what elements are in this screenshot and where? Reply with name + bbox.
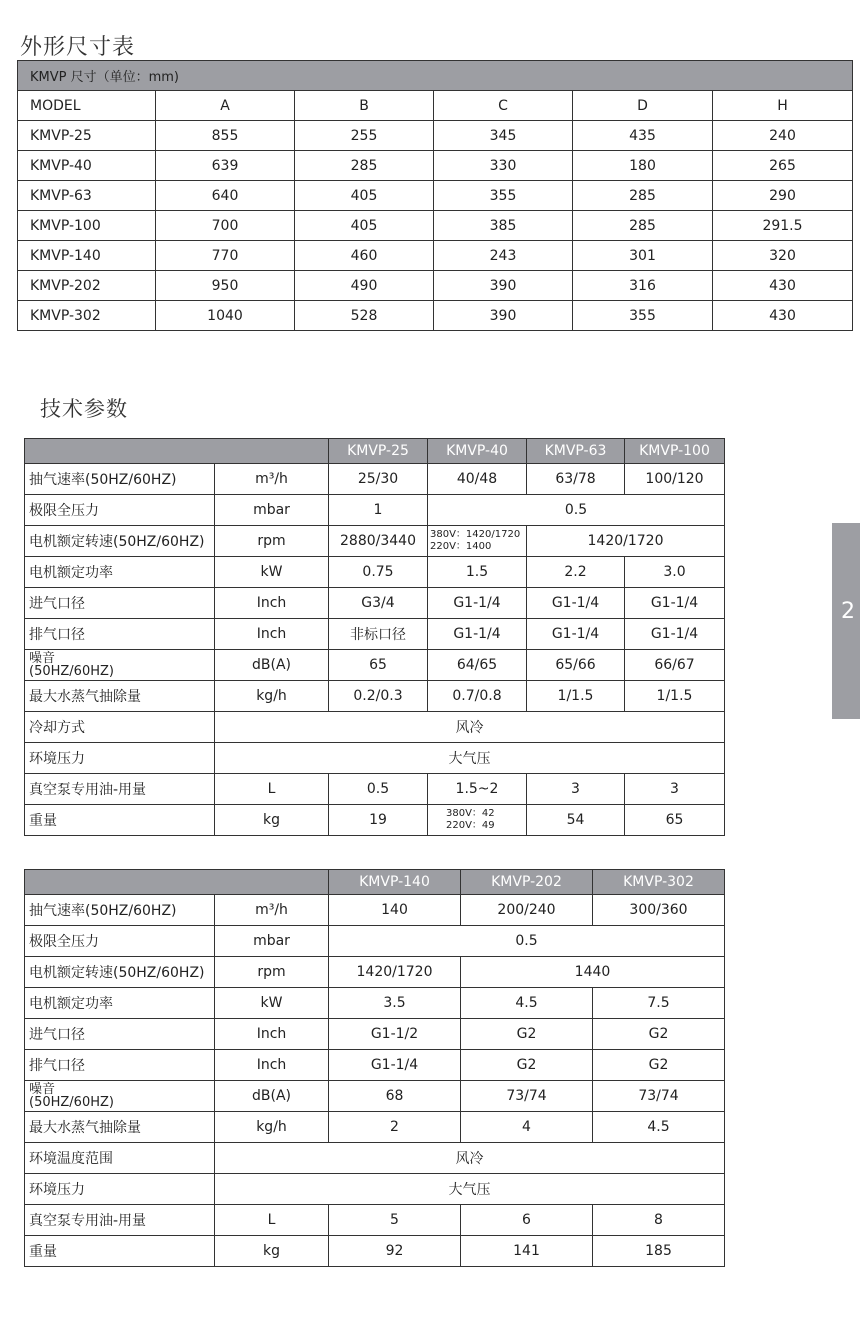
table-row [25, 650, 725, 681]
table-row [25, 1236, 725, 1267]
table-cell: G2 [461, 1019, 593, 1050]
column-header: C [434, 91, 573, 121]
table-cell: 316 [573, 271, 713, 301]
table-cell: 320 [713, 241, 853, 271]
table-cell: KMVP-302 [18, 301, 156, 331]
dimension-table [17, 60, 853, 331]
table-cell: 1.5 [428, 557, 527, 588]
column-header: B [295, 91, 434, 121]
table-cell: 1/1.5 [527, 681, 625, 712]
weight-220v: 220V：49 [446, 820, 495, 831]
table-cell: 1.5~2 [428, 774, 527, 805]
table-cell: 92 [329, 1236, 461, 1267]
table-cell: 66/67 [625, 650, 725, 681]
table-cell: 0.75 [329, 557, 428, 588]
table-cell: 528 [295, 301, 434, 331]
table-cell: 430 [713, 271, 853, 301]
unit-cell: rpm [215, 957, 329, 988]
row-label: 电机额定功率 [25, 557, 215, 588]
table-cell: 291.5 [713, 211, 853, 241]
table-row [25, 895, 725, 926]
table-row [18, 241, 853, 271]
table-cell: 855 [156, 121, 295, 151]
table-cell: 770 [156, 241, 295, 271]
model-header: KMVP-40 [428, 439, 527, 464]
table-cell: 7.5 [593, 988, 725, 1019]
row-label: 极限全压力 [25, 926, 215, 957]
table-cell: G1-1/2 [329, 1019, 461, 1050]
table-cell: 19 [329, 805, 428, 836]
table-cell: 73/74 [593, 1081, 725, 1112]
table-row [25, 1205, 725, 1236]
unit-cell: mbar [215, 926, 329, 957]
noise-label: 噪音 [29, 651, 56, 666]
column-header: MODEL [18, 91, 156, 121]
row-label: 抽气速率(50HZ/60HZ) [25, 895, 215, 926]
table-cell [428, 805, 527, 836]
table-cell: G1-1/4 [625, 619, 725, 650]
table-cell: 5 [329, 1205, 461, 1236]
table-cell: 63/78 [527, 464, 625, 495]
row-label: 真空泵专用油-用量 [25, 1205, 215, 1236]
table-row [25, 681, 725, 712]
table-cell: 430 [713, 301, 853, 331]
table-cell: 2880/3440 [329, 526, 428, 557]
table-header-row [25, 439, 725, 464]
model-header: KMVP-202 [461, 870, 593, 895]
table-cell: KMVP-63 [18, 181, 156, 211]
unit-cell: kg/h [215, 1112, 329, 1143]
table-cell: 6 [461, 1205, 593, 1236]
table-row [25, 1050, 725, 1081]
table-cell: G1-1/4 [625, 588, 725, 619]
table-row [25, 712, 725, 743]
table-cell: 390 [434, 301, 573, 331]
table-cell: 240 [713, 121, 853, 151]
column-header: A [156, 91, 295, 121]
unit-cell: dB(A) [215, 1081, 329, 1112]
model-header: KMVP-302 [593, 870, 725, 895]
unit-cell: m³/h [215, 464, 329, 495]
row-label: 环境温度范围 [25, 1143, 215, 1174]
unit-cell: kW [215, 988, 329, 1019]
table-cell: 405 [295, 211, 434, 241]
table-cell: G1-1/4 [428, 619, 527, 650]
table-cell: 950 [156, 271, 295, 301]
table-cell: 355 [434, 181, 573, 211]
table-cell: 640 [156, 181, 295, 211]
model-header: KMVP-100 [625, 439, 725, 464]
page-number: 2 [841, 599, 855, 624]
table-row [18, 151, 853, 181]
table-cell: 405 [295, 181, 434, 211]
table-cell: 68 [329, 1081, 461, 1112]
table-cell: KMVP-40 [18, 151, 156, 181]
table-cell [428, 526, 527, 557]
table-cell: 65/66 [527, 650, 625, 681]
column-header: D [573, 91, 713, 121]
table-cell: G1-1/4 [527, 588, 625, 619]
unit-cell: kW [215, 557, 329, 588]
row-label: 排气口径 [25, 619, 215, 650]
model-header: KMVP-140 [329, 870, 461, 895]
table-cell: 40/48 [428, 464, 527, 495]
table-cell: 301 [573, 241, 713, 271]
unit-cell: m³/h [215, 895, 329, 926]
table-row [25, 1019, 725, 1050]
table-cell: 0.2/0.3 [329, 681, 428, 712]
weight-380v: 380V：42 [446, 808, 495, 819]
model-header: KMVP-63 [527, 439, 625, 464]
table-cell: 2 [329, 1112, 461, 1143]
table-cell: 300/360 [593, 895, 725, 926]
table-cell: 0.7/0.8 [428, 681, 527, 712]
table-row [25, 1143, 725, 1174]
table-cell: G2 [593, 1019, 725, 1050]
table-cell: 2.2 [527, 557, 625, 588]
row-label [25, 650, 215, 681]
header-blank-cell [25, 870, 329, 895]
dimension-table-title: 外形尺寸表 [20, 35, 136, 60]
table-row [25, 1081, 725, 1112]
table-cell: 1/1.5 [625, 681, 725, 712]
table-cell: 8 [593, 1205, 725, 1236]
row-label: 最大水蒸气抽除量 [25, 681, 215, 712]
unit-cell: Inch [215, 1050, 329, 1081]
table-cell: 1 [329, 495, 428, 526]
table-row [25, 805, 725, 836]
tech-params-title: 技术参数 [40, 397, 128, 421]
table-cell: 大气压 [215, 1174, 725, 1205]
row-label: 重量 [25, 805, 215, 836]
table-cell: 1420/1720 [527, 526, 725, 557]
table-cell: 180 [573, 151, 713, 181]
table-row [25, 1174, 725, 1205]
table-cell: 1420/1720 [329, 957, 461, 988]
model-header: KMVP-25 [329, 439, 428, 464]
table-cell: 0.5 [329, 926, 725, 957]
rpm-380v: 380V：1420/1720 [430, 529, 521, 540]
table-cell: 355 [573, 301, 713, 331]
row-label: 真空泵专用油-用量 [25, 774, 215, 805]
table-cell: 285 [573, 211, 713, 241]
table-cell: 大气压 [215, 743, 725, 774]
table-cell: 4.5 [461, 988, 593, 1019]
table-cell: KMVP-202 [18, 271, 156, 301]
row-label: 冷却方式 [25, 712, 215, 743]
table-cell: 185 [593, 1236, 725, 1267]
table-cell: 435 [573, 121, 713, 151]
table-caption: KMVP 尺寸（单位：mm) [18, 61, 853, 91]
table-cell: 265 [713, 151, 853, 181]
unit-cell: Inch [215, 619, 329, 650]
table-cell: 64/65 [428, 650, 527, 681]
table-cell: 700 [156, 211, 295, 241]
table-cell: 0.5 [428, 495, 725, 526]
table-row [18, 181, 853, 211]
unit-cell: dB(A) [215, 650, 329, 681]
table-cell: G1-1/4 [428, 588, 527, 619]
table-cell: 3 [625, 774, 725, 805]
table-row [25, 495, 725, 526]
noise-label-freq: (50HZ/60HZ) [29, 1095, 114, 1110]
table-cell: 65 [625, 805, 725, 836]
row-label: 进气口径 [25, 588, 215, 619]
params-table-1 [24, 438, 725, 836]
table-cell: 100/120 [625, 464, 725, 495]
table-row [18, 211, 853, 241]
row-label [25, 1081, 215, 1112]
unit-cell: kg [215, 1236, 329, 1267]
table-cell: G1-1/4 [527, 619, 625, 650]
rpm-220v: 220V：1400 [430, 541, 492, 552]
table-row [25, 743, 725, 774]
table-cell: 3.0 [625, 557, 725, 588]
table-cell: 385 [434, 211, 573, 241]
table-cell: G2 [593, 1050, 725, 1081]
row-label: 电机额定转速(50HZ/60HZ) [25, 526, 215, 557]
table-cell: KMVP-140 [18, 241, 156, 271]
table-cell: KMVP-100 [18, 211, 156, 241]
unit-cell: rpm [215, 526, 329, 557]
header-blank-cell [25, 439, 329, 464]
table-cell: G3/4 [329, 588, 428, 619]
table-row [25, 774, 725, 805]
unit-cell: mbar [215, 495, 329, 526]
column-header: H [713, 91, 853, 121]
unit-cell: kg [215, 805, 329, 836]
table-cell: 639 [156, 151, 295, 181]
table-cell: G2 [461, 1050, 593, 1081]
table-cell: 25/30 [329, 464, 428, 495]
table-cell: 54 [527, 805, 625, 836]
table-cell: 非标口径 [329, 619, 428, 650]
table-row [25, 926, 725, 957]
noise-label-freq: (50HZ/60HZ) [29, 664, 114, 679]
row-label: 环境压力 [25, 1174, 215, 1205]
table-row [25, 526, 725, 557]
table-cell: 65 [329, 650, 428, 681]
row-label: 最大水蒸气抽除量 [25, 1112, 215, 1143]
table-row [25, 619, 725, 650]
table-row [18, 121, 853, 151]
table-header-row [18, 91, 853, 121]
unit-cell: Inch [215, 588, 329, 619]
row-label: 电机额定功率 [25, 988, 215, 1019]
unit-cell: L [215, 774, 329, 805]
table-cell: 3.5 [329, 988, 461, 1019]
table-cell: 140 [329, 895, 461, 926]
row-label: 环境压力 [25, 743, 215, 774]
table-cell: 460 [295, 241, 434, 271]
table-row [18, 271, 853, 301]
noise-label: 噪音 [29, 1082, 56, 1097]
table-cell: 风冷 [215, 1143, 725, 1174]
table-cell: 4.5 [593, 1112, 725, 1143]
row-label: 抽气速率(50HZ/60HZ) [25, 464, 215, 495]
table-cell: 285 [573, 181, 713, 211]
table-cell: 0.5 [329, 774, 428, 805]
unit-cell: kg/h [215, 681, 329, 712]
table-cell: 4 [461, 1112, 593, 1143]
table-cell: 243 [434, 241, 573, 271]
table-cell: 345 [434, 121, 573, 151]
table-row [25, 957, 725, 988]
table-cell: 73/74 [461, 1081, 593, 1112]
table-cell: G1-1/4 [329, 1050, 461, 1081]
table-row [25, 588, 725, 619]
table-cell: 200/240 [461, 895, 593, 926]
table-row [25, 557, 725, 588]
row-label: 电机额定转速(50HZ/60HZ) [25, 957, 215, 988]
row-label: 排气口径 [25, 1050, 215, 1081]
table-row [25, 988, 725, 1019]
table-cell: 490 [295, 271, 434, 301]
row-label: 重量 [25, 1236, 215, 1267]
table-cell: 风冷 [215, 712, 725, 743]
table-header-row [25, 870, 725, 895]
table-cell: 255 [295, 121, 434, 151]
unit-cell: L [215, 1205, 329, 1236]
table-cell: 290 [713, 181, 853, 211]
table-row [25, 1112, 725, 1143]
table-cell: KMVP-25 [18, 121, 156, 151]
table-row [25, 464, 725, 495]
table-cell: 330 [434, 151, 573, 181]
table-cell: 3 [527, 774, 625, 805]
params-table-2 [24, 869, 725, 1267]
table-caption-row [18, 61, 853, 91]
row-label: 极限全压力 [25, 495, 215, 526]
unit-cell: Inch [215, 1019, 329, 1050]
table-cell: 141 [461, 1236, 593, 1267]
table-cell: 1040 [156, 301, 295, 331]
table-row [18, 301, 853, 331]
table-cell: 1440 [461, 957, 725, 988]
row-label: 进气口径 [25, 1019, 215, 1050]
table-cell: 390 [434, 271, 573, 301]
table-cell: 285 [295, 151, 434, 181]
